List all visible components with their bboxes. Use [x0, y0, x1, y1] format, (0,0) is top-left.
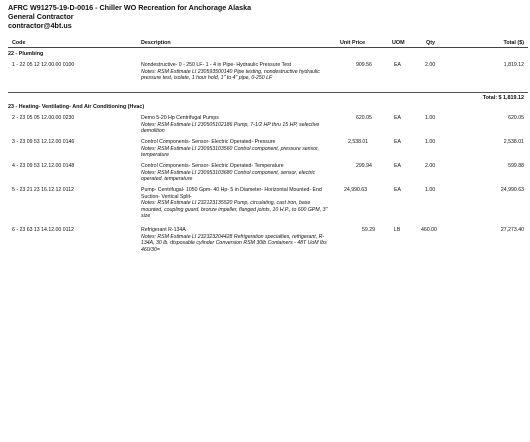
row-description [141, 115, 331, 135]
row-notes-text: Notes: RSM Estimate LI 230953103680 Control component, sensor, electric operated, temperature [141, 169, 316, 183]
row-uom: EA [394, 163, 401, 169]
row-total: 599.88 [508, 163, 524, 169]
table-row [8, 227, 528, 256]
section-total-plumbing [8, 92, 528, 101]
row-unit-price: 2,538.01 [348, 139, 369, 145]
contractor-role: General Contractor [8, 12, 74, 21]
row-desc-text: Control Components- Sensor- Electric Operated- Temperature [141, 163, 284, 169]
row-notes-text: Notes: RSM Estimate LI 232323204428 Refrigeration specialties, refrigerant, R-134A, 30 lb. disposable cylinder Conversion RSM 30lb Containers - 48T UoM lbs 460/30= [141, 233, 327, 253]
row-qty: 1.00 [425, 187, 436, 193]
row-qty: 2.00 [425, 62, 436, 68]
row-uom: LB [394, 227, 401, 233]
row-desc-text: Pump- Centrifugal- 1050 Gpm- 40 Hp- 5 in Diameter- Horizontal Mounted- End Suction- Vertical Split- [141, 187, 322, 200]
row-desc-text: Control Components- Sensor- Electric Operated- Pressure [141, 139, 276, 145]
row-code: 6 - 23 63 13 14.12.00 0112 [12, 227, 74, 233]
row-qty: 2.00 [425, 163, 436, 169]
report-header [8, 3, 251, 30]
row-uom: EA [394, 62, 401, 68]
row-desc-text: Nondestructive- 0 - 250 LF- 1 - 4 in Pipe- Hydraulic Pressure Test [141, 62, 292, 68]
row-desc-text: Refrigerant R-134A [141, 227, 186, 233]
row-qty: 1.00 [425, 139, 436, 145]
row-code: 4 - 23 09 53 12.12.00 0148 [12, 163, 75, 169]
row-code: 1 - 22 05 12 12.00.00 0100 [12, 62, 75, 68]
row-description [141, 139, 331, 159]
row-notes [141, 122, 331, 135]
row-unit-price: 59.29 [362, 227, 375, 233]
table-row [8, 115, 528, 137]
row-total: 2,538.01 [503, 139, 524, 145]
row-unit-price: 620.05 [356, 115, 372, 121]
contractor-email: contractor@4bt.us [8, 21, 72, 30]
row-desc-text: Demo 5-20 Hp Centrifugal Pumps [141, 115, 219, 121]
col-uom: UOM [392, 40, 405, 46]
table-row [8, 62, 528, 84]
row-unit-price: 299.94 [356, 163, 372, 169]
row-notes [141, 146, 331, 159]
section-title-hvac: 23 - Heating- Ventilating- And Air Conditioning (Hvac) [8, 104, 145, 110]
row-total: 1,819.12 [503, 62, 524, 68]
row-total: 24,990.63 [500, 187, 524, 193]
table-row [8, 163, 528, 185]
row-total: 620.05 [508, 115, 524, 121]
section-total-value: Total: $ 1,819.12 [482, 94, 524, 101]
row-unit-price: 24,990.63 [344, 187, 368, 193]
row-description [141, 163, 331, 183]
table-row [8, 187, 528, 225]
report-title: AFRC W91275-19-D-0016 - Chiller WO Recreation for Anchorage Alaska [8, 3, 252, 12]
col-code: Code [12, 40, 26, 46]
section-title-plumbing: 22 - Plumbing [8, 51, 44, 57]
table-row [8, 139, 528, 161]
row-code: 5 - 23 21 23 16.12.12 0112 [12, 187, 74, 193]
row-notes [141, 170, 331, 183]
column-header-row [8, 38, 528, 48]
row-description [141, 187, 331, 220]
row-description [141, 62, 331, 82]
row-notes-text: Notes: RSM Estimate LI 230953103560 Control component, pressure sensor, temperature [141, 145, 319, 159]
row-description [141, 227, 331, 253]
row-notes [141, 69, 331, 82]
row-code: 2 - 23 05 05 12.00.00 0230 [12, 115, 75, 121]
col-total: Total ($) [503, 40, 524, 46]
row-notes [141, 234, 331, 254]
row-uom: EA [394, 187, 401, 193]
col-description: Description [141, 40, 171, 46]
row-notes-text: Notes: RSM Estimate LI 232123135520 Pump, circulating, cast iron, base mounted, coupling guard, bronze impeller, flanged joints, 10 H.P., to 600 GPM, 3" size [141, 200, 328, 220]
row-qty: 460.00 [421, 227, 437, 233]
row-notes [141, 200, 331, 220]
row-notes-text: Notes: RSM Estimate LI 230505102186 Pump, 7-1/2 HP thru 15 HP, selective demolition [141, 121, 320, 135]
col-qty: Qty [426, 40, 435, 46]
col-unit-price: Unit Price [340, 40, 366, 46]
row-notes-text: Notes: RSM Estimate LI 230593500140 Pipe testing, nondestructive hydraulic pressure test, isolate, 1 hour hold, 1" to 4" pipe, 0-250 LF [141, 68, 320, 82]
row-total: 27,273.40 [500, 227, 524, 233]
row-qty: 1.00 [425, 115, 436, 121]
row-unit-price: 909.56 [356, 62, 372, 68]
row-gap [8, 257, 528, 259]
row-uom: EA [394, 115, 401, 121]
row-code: 3 - 23 09 53 12.12.00 0146 [12, 139, 75, 145]
row-uom: EA [394, 139, 401, 145]
